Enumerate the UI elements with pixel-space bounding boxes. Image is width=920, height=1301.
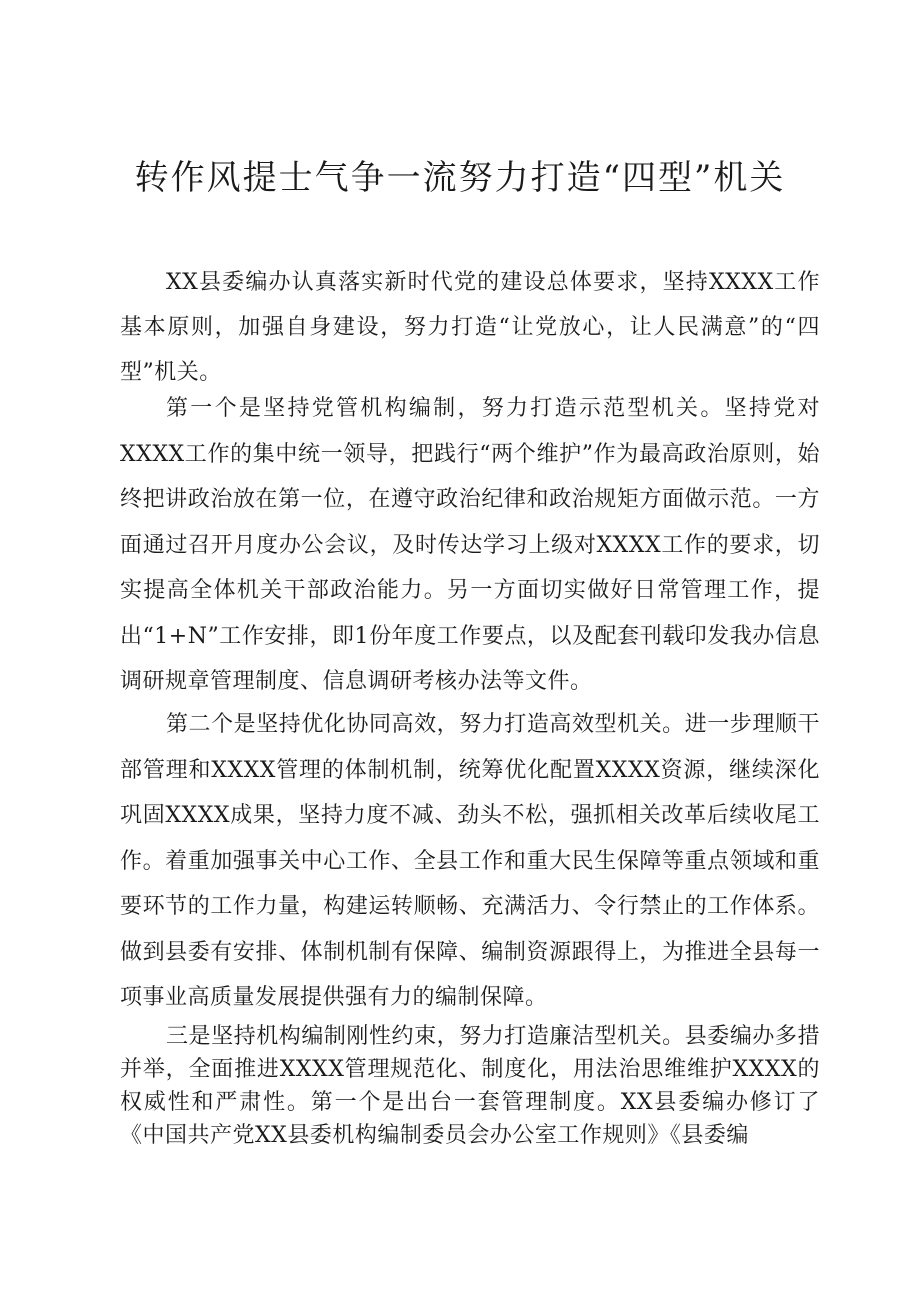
paragraph-clean-type: 三是坚持机构编制刚性约束，努力打造廉洁型机关。县委编办多措并举，全面推进XXXX管理规范化、制度化，用法治思维维护XXXX的权威性和严肃性。第一个是出台一套管理制度。XX县委编办修订了《中国共产党XX县委机构编制委员会办公室工作规则》《县委编 [120, 1024, 820, 1148]
paragraph-efficient-type: 第二个是坚持优化协同高效，努力打造高效型机关。进一步理顺干部管理和XXXX管理的体制机制，统筹优化配置XXXX资源，继续深化巩固XXXX成果，坚持力度不减、劲头不松，强抓相关改革后续收尾工作。着重加强事关中心工作、全县工作和重大民生保障等重点领域和重要环节的工作力量，构建运转顺畅、充满活力、令行禁止的工作体系。做到县委有安排、体制机制有保障、编制资源跟得上，为推进全县每一项事业高质量发展提供强有力的编制保障。 [120, 712, 820, 1010]
paragraph-demonstration-type: 第一个是坚持党管机构编制，努力打造示范型机关。坚持党对XXXX工作的集中统一领导，把践行“两个维护”作为最高政治原则，始终把讲政治放在第一位，在遵守政治纪律和政治规矩方面做示范。一方面通过召开月度办公会议，及时传达学习上级对XXXX工作的要求，切实提高全体机关干部政治能力。另一方面切实做好日常管理工作，提出“1+N”工作安排，即1份年度工作要点，以及配套刊载印发我办信息调研规章管理制度、信息调研考核办法等文件。 [120, 396, 820, 694]
paragraph-intro: XX县委编办认真落实新时代党的建设总体要求，坚持XXXX工作基本原则，加强自身建设，努力打造“让党放心，让人民满意”的“四型”机关。 [120, 270, 820, 385]
document-title: 转作风提士气争一流努力打造“四型”机关 [134, 158, 786, 198]
